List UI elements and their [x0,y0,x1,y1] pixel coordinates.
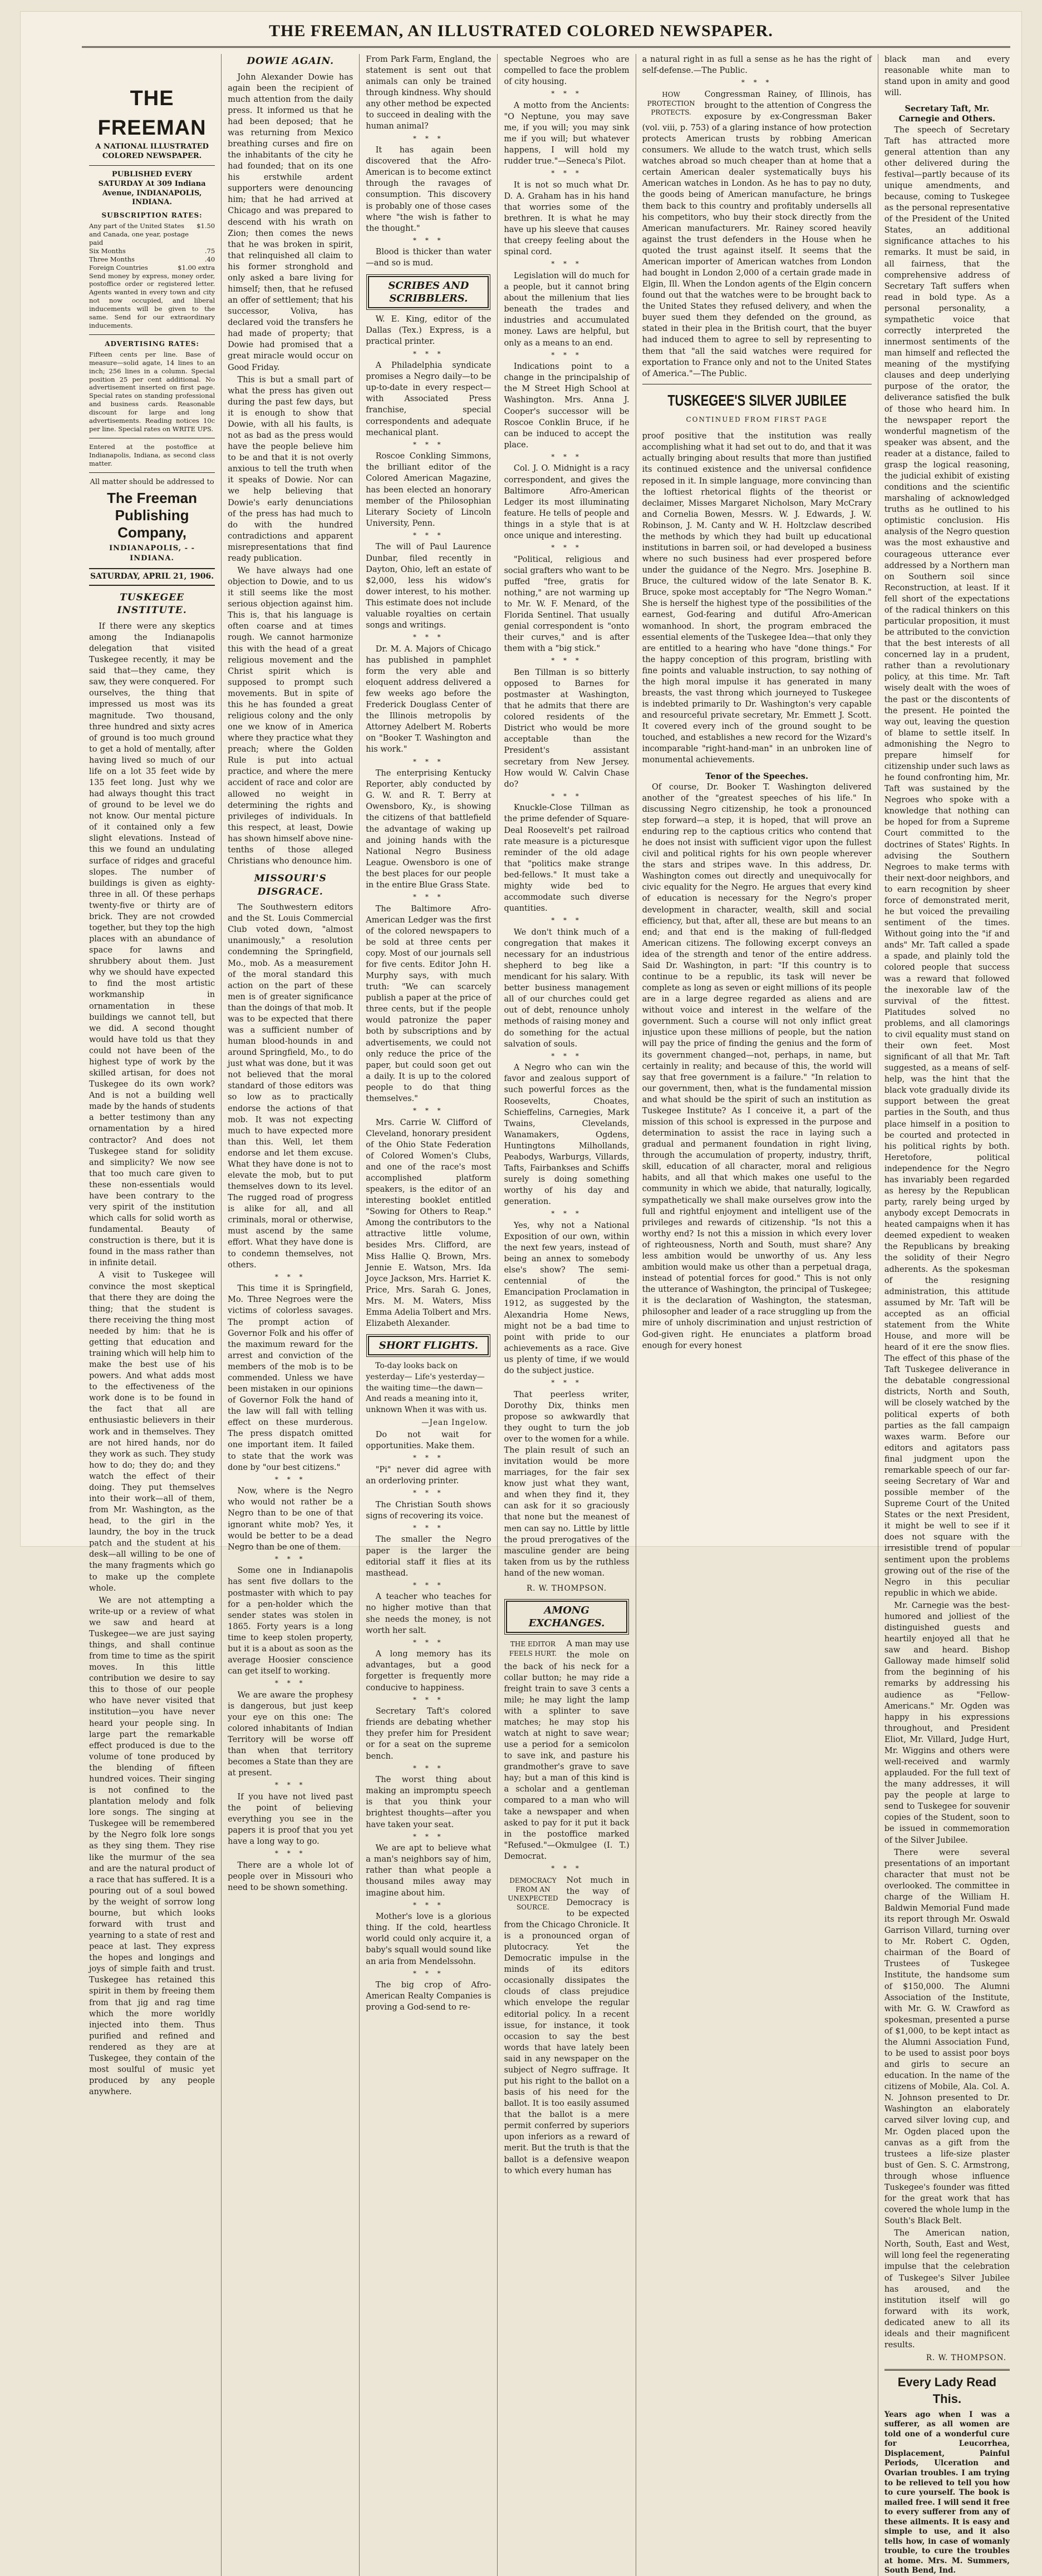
rate-value: .75 [204,246,215,255]
column-4-paragraph: "Political, religious and social grafters who want to be puffed "free, gratis for nothing," are not warming up to Mr. W. F. Menard, of the Florida Sentinel. That usually genial correspondent is "onto their curves," and is after them with a "big stick." [504,555,630,654]
rate-row [89,264,215,272]
democracy-note: DEMOCRACY FROM AN UNEXPECTED SOURCE. [508,1876,558,1912]
column-4-paragraph: We don't think much of a congregation that makes it necessary for an industrious shepherd to beg like a mendicant for his salary. With better business management all of our churches could get out of debt, renounce unholy methods of raising money and do something for the actual salvation of souls. [504,927,630,1049]
column-4-paragraph: It is not so much what Dr. D. A. Graham has in his hand that worries some of the brethren. It is what he may have up his sleeve that causes that creepy feeling about the spinal cord. [504,180,630,257]
editor-note: THE EDITOR FEELS HURT. [509,1640,557,1657]
ad-title: Every Lady Read This. [897,2375,997,2406]
divider-stars: * * * [274,1849,306,1858]
rate-value: $1.00 extra [178,263,215,272]
dowie-paragraph: This is but a small part of what the press has given out during the past few days, but it is enough to show that Dowie, with all his faults, is not as bad as the press would have the people believe him to be and that it is not overly anxious to tell the truth when it speaks of Dowie. Nor can we help believing that Dowie's early denunciations of the press has had much to do with the hundred contradictions and apparent misrepresentations that find ready publication. [228,375,353,563]
missouri-paragraph: The Southwestern editors and the St. Louis Commercial Club voted down, "almost unanimously," a resolution condemning the Springfield, Mo., mob. As a measurement of the moral standard this action on the part of these men is of greater significance than the doings of that mob. It was to be expected that there was a sufficient number of human blood-hounds in and around Springfield, Mo., to do just what was done, but it was not believed that the moral standard of those editors was so low as to practically endorse the actions of that mob. It was not expecting much to have expected more than this. Well, let them endorse and let them excuse. What they have done is not to elevate the mob, but to put themselves down to its level. The rugged road of progress is alike for all, and all criminals, moral or otherwise, must ascend by the same effort. What they have done is to condemn themselves, not others. [228,903,353,1270]
taft-article [884,125,1010,2351]
divider-stars: * * * [274,1679,306,1687]
column-3 [359,54,497,2576]
divider-stars: * * * [413,633,444,641]
missouri-title: MISSOURI'S DISGRACE. [254,873,327,897]
flights-title: SHORT FLIGHTS. [368,1336,489,1355]
column-4-paragraph: A Negro who can win the favor and zealous support of such powerful forces as the Roosevelts, Choates, Schieffelins, Carnegies, Mark Twains, Clevelands, Wanamakers, Ogdens, Huntingtons Milhollands, Peabodys, Warburgs, Villards, Tafts, Fairbankses and Schiffs surely is doing something worthy of his day and generation. [504,1063,630,1207]
poem-author: —Jean Ingelow. [421,1418,488,1428]
column-1 [83,54,221,2576]
address-line: All matter should be addressed to [90,477,214,486]
column-4-paragraph: Col. J. O. Midnight is a racy correspondent, and gives the Baltimore Afro-American Ledger its most illuminating feature. He tells of people and things in a style that is at once unique and interesting. [504,464,630,540]
missouri-article [228,902,353,1893]
missouri-paragraph: We are aware the prophesy is dangerous, but just keep your eye on this one: The colored inhabitants of Indian Territory will be worse off than when that territory becomes a State than they are at present. [228,1690,353,1778]
poem: To-day looks back on yesterday— Life's yesterday—the waiting time—the dawn— And reads a meaning into it, unknown When it was with us. [366,1361,487,1414]
newspaper-page [20,11,1022,2575]
subscription-rates [89,222,215,272]
exchanges-title: AMONG EXCHANGES. [506,1601,627,1634]
ad-body: Years ago when I was a sufferer, as all women are told one of a wonderful cure for Leucorrhea, Displacement, Painful Periods, Ulceration and Ovarian troubles. I am trying to be relieved to tell you how to cure yourself. The book is mailed free. I will send it free to every sufferer from any of these ailments. It is easy and simple to use, and it also tells how, in case of womanly trouble, to cure the troubles at home. Mrs. M. Summers, South Bend, Ind. [884,2410,1010,2575]
divider-stars: * * * [413,1638,444,1646]
rate-row [89,255,215,264]
taft-paragraph: The American nation, North, South, East and West, will long feel the regenerating impulse that the celebration of Tuskegee's Silver Jubilee has aroused, and the institution itself will go forward with its work, dedicated anew to all its ideals and their magnificent results. [884,2229,1010,2350]
tuskegee-paragraph: If there were any skeptics among the Indianapolis delegation that visited Tuskegee recently, it may be said that—they came, they saw, they were conquered. For ourselves, the thing that impressed us most was its magnitude. Two thousand, three hundred and sixty acres of ground is too much ground to get a hold of mentally, after having lived so much of our life on a lot 35 feet wide by 135 feet long. Just why we had always thought this tract of ground to be level we do not know. Our mental picture of it contained only a few slight elevations. Instead of this we found an undulating surface of ridges and graceful slopes. The number of buildings is given as eighty-three in all. Of these perhaps twenty-five or thirty are of brick. They are not crowded together, but they top the high places with an abundance of space for lawns and shrubbery about them. Just why we should have expected to find the most artistic workmanship in ornamentation in these buildings we cannot tell, but we did. A second thought would have told us that they could not have been of the highest type of work by the skilled artisan, for does not Tuskegee do its own work? And is not a building well made by the hands of students a better testimony than any ornamentation by a hired contractor? And does not Tuskegee stand for solidity and simplicity? We now see that too much care given to these non-essentials would have been contrary to the very spirit of the institution which calls for solid worth as fundamental. Beauty of construction is there, but it is found in the mass rather than in infinite detail. [89,621,215,1268]
divider-stars: * * * [551,169,582,177]
column-4-paragraph: That peerless writer, Dorothy Dix, thinks men propose so awkwardly that they ought to turn the job over to the women for a while. The plain result of such an invitation would be more marriages, for the fair sex know just what they want, and when they find it, they can ask for it so graciously that none but the meanest of men can say no. Little by little the proud prerogatives of the masculine gender are being taken from us by the ruthless hand of the new woman. [504,1390,630,1578]
taft-paragraph: There were several presentations of an important character that must not be overlooked. The committee in charge of the William H. Baldwin Memorial Fund made its report through Mr. Oswald Garrison Villard, turning over to Mr. Robert C. Ogden, chairman of the Board of Trustees of Tuskegee Institute, the handsome sum of $150,000. The Alumni Association of the Institute, with Mr. G. W. Crawford as spokesman, presented a purse of $1,000, to be kept intact as the Alumni Association Fund, to be used to assist poor boys and girls to secure an education. In the name of the citizens of Mobile, Ala. Col. A. N. Johnson presented to Dr. Washington an elaborately carved silver loving cup, and Mr. Ogden placed upon the canvas as a gift from the trustees a life-size plaster bust of Gen. S. C. Armstrong, through whose influence Tuskegee's founder was fitted for the great work that has covered the whole lump in the South's Black Belt. [884,1848,1010,2226]
flights-paragraph: Do not wait for opportunities. Make them. [366,1430,491,1451]
divider-stars: * * * [413,349,444,358]
flights-paragraph: The worst thing about making an impromptu speech is that you think your brightest thoughts—after you have taken your seat. [366,1775,491,1829]
editorial-paragraph: It has again been discovered that the Afro-American is to become extinct through the ravages of consumption. This discovery is probably one of those cases where "the wish is father to the thought." [366,146,491,233]
entered-note: Entered at the postoffice at Indianapolis, Indiana, as second class matter. [89,443,215,467]
column-4-paragraph: Legislation will do much for a people, but it cannot bring about the millenium that lies beneath the trades and industries and accumulated money. Laws are helpful, but only as a means to an end. [504,272,630,348]
scribes-paragraph: The enterprising Kentucky Reporter, ably conducted by G. W. and R. T. Berry at Owensboro, Ky., is showing the citizens of that battlefield the advantage of waking up and joining hands with the National Negro Business League. Owensboro is one of the best places for our people in the entire Blue Grass State. [366,769,491,890]
jubilee-title: TUSKEGEE'S SILVER JUBILEE [667,391,847,409]
masthead-rule-4 [89,472,215,473]
divider-stars: * * * [413,1695,444,1704]
divider-stars: * * * [413,892,444,901]
divider-stars: * * * [413,531,444,539]
advertising-heading: ADVERTISING RATES: [105,340,199,348]
masthead-published: PUBLISHED EVERY SATURDAY At 309 Indiana Avenue, INDIANAPOLIS, INDIANA. [98,170,206,207]
subscription-note: Send money by express, money order, postoffice order or registered letter. Agents wanted in every town and city not now occupied, and liberal inducements will be given to the same. Send for our extraordinary inducements. [89,272,215,330]
column-5 [636,54,878,2576]
columns [83,54,1016,2575]
flights-paragraph: A teacher who teaches for no higher motive than that she needs the money, is not worth her salt. [366,1592,491,1635]
column-2 [221,54,359,2576]
divider-stars: * * * [413,1489,444,1497]
scribes-paragraph: A Philadelphia syndicate promises a Negro daily—to be up-to-date in every respect—with Associated Press franchise, special correspondents and adequate mechanical plant. [366,361,491,437]
head-rule [82,46,1010,48]
masthead-rule [89,165,215,166]
divider-stars: * * * [551,1864,582,1872]
divider-stars: * * * [274,1272,306,1281]
column-4-paragraph: A motto from the Ancients: "O Neptune, you may save me, if you will; you may sink me if you will; but whatever happens, I will hold my rudder true."—Seneca's Pilot. [504,101,630,166]
divider-stars: * * * [413,1832,444,1840]
column-4-paragraphs [504,54,629,1579]
divider-stars: * * * [551,1210,582,1218]
column-4-paragraph: Ben Tillman is so bitterly opposed to Barnes for postmaster at Washington, that he admits that there are colored residents of the District who would be more acceptable than the President's assistant secretary from New Jersey. How would W. Calvin Chase do? [504,668,630,789]
column-6 [878,54,1016,2576]
divider-stars: * * * [413,757,444,766]
dowie-article [228,72,353,867]
divider-stars: * * * [413,1454,444,1462]
issue-date: SATURDAY, APRIL 21, 1906. [89,568,215,585]
divider-stars: * * * [551,916,582,925]
divider-stars: * * * [551,1378,582,1386]
col4-signature: R. W. THOMPSON. [526,1583,607,1593]
editorial-paragraph: Blood is thicker than water—and so is mud. [366,248,491,268]
col6-lead: black man and every reasonable white man to stand upon in amity and good will. [884,55,1010,98]
divider-stars: * * * [274,1781,306,1789]
scribes-paragraph: The will of Paul Laurence Dunbar, filed recently in Dayton, Ohio, left an estate of $2,000, less his widow's dower interest, to his mother. This estimate does not include valuable royalties on certain songs and writings. [366,542,491,630]
rate-row [89,247,215,255]
divider-stars: * * * [551,90,582,98]
scribes-article [366,314,491,1329]
tuskegee-title: TUSKEGEE INSTITUTE. [117,591,187,616]
exchange-2-text: Not much in the way of Democracy is to be expected from the Chicago Chronicle. It is a pronounced organ of plutocracy. Yet the Democratic impulse in the minds of its editors occasionally dissipates the clouds of class prejudice which envelope the regular editorial policy. In a recent issue, for instance, it took occasion to say the best words that have lately been said in any newspaper on the subject of Negro suffrage. It put his right to the ballot on a basis of his need for the ballot. It is too easily assumed that the ballot is a mere permit conferred by superiors upon inferiors as a reward of merit. But the truth is that the ballot is a defensive weapon to which every human has [504,1876,630,2175]
scribes-title: SCRIBES AND SCRIBBLERS. [368,276,489,309]
divider-stars: * * * [413,440,444,448]
col5-lead: a natural right in as full a sense as he has the right of self-defense.—The Public. [642,55,872,76]
exchange-1 [504,1639,629,1862]
divider-stars: * * * [551,452,582,461]
protection-note: HOW PROTECTION PROTECTS. [647,90,695,117]
divider-stars: * * * [551,351,582,359]
scribes-paragraph: The Baltimore Afro-American Ledger was the first of the colored newspapers to be sold at three cents per copy. Most of our journals sell for five cents. Editor John H. Murphy says, with much truth: "We can scarcely publish a paper at the price of three cents, but if the people would patronize the paper both by subscriptions and by advertisements, we could not only reduce the price of the paper, but could soon get out a daily. It is up to the colored people to do that thing themselves." [366,904,491,1103]
subscription-heading: SUBSCRIPTION RATES: [101,211,203,220]
flights-paragraph: Mother's love is a glorious thing. If the cold, heartless world could only acquire it, a baby's squall would sound like an aria from Mendelssohn. [366,1912,491,1966]
dowie-paragraph: John Alexander Dowie has again been the recipient of much attention from the daily press. It informed us that he had been deposed; that he was returning from Mexico breathing curses and fire on the inhabitants of the city he had founded; that on its one his erstwhile ardent supporters were denouncing him; that he had arrived at Chicago and was prepared to descend with his wrath on Zion; then comes the news that he was broken in spirit, that relinquished all claim to his former stronghold and only asked a bare living for himself; then, that he refused an offer of settlement; that his successor, Voliva, has declared void the transfers he had made of property; that Dowie had promised that a great miracle would occur on Good Friday. [228,72,353,372]
editorial-paragraphs [366,54,491,269]
divider-stars: * * * [413,134,444,142]
column-4-paragraph: Indications point to a change in the principalship of the M Street High School at Washington. Mrs. Anna J. Cooper's successor will be Roscoe Conklin Bruce, if he can be induced to accept the place. [504,362,630,450]
advertisement [884,2369,1010,2576]
divider-stars: * * * [274,1555,306,1563]
dowie-title: DOWIE AGAIN. [247,56,335,67]
divider-stars: * * * [413,1581,444,1589]
column-4-paragraph: Knuckle-Close Tillman as the prime defender of Square-Deal Roosevelt's pet railroad rate measure is a picturesque reminder of the old adage that "politics make strange bed-fellows." It must take a mighty wide bed to accommodate such diverse quantities. [504,803,630,914]
rate-label: Three Months [89,255,135,263]
missouri-paragraph: Some one in Indianapolis has sent five dollars to the postmaster with which to pay for a pen-holder which the sender states was stolen in 1865. Forty years is a long time to keep stolen property, but it is a about as soon as the average Hoosier conscience can get itself to working. [228,1566,353,1676]
flights-paragraph: We are apt to believe what a man's neighbors say of him, rather than what people a thousand miles away may imagine about him. [366,1844,491,1898]
exchange-1-text: A man may use the mole on the back of his neck for a collar button; he may ride a freight train to save 3 cents a mile; he may light the lamp with a splinter to save matches; he may stop his watch at night to save wear; use a period for a semicolon to save ink, and pasture his grandmother's grave to save hay; but a man of this kind is a scholar and a gentleman compared to a man who will take a newspaper and when asked to pay for it put it back in the postoffice marked "Refused."—Okmulgee (I. T.) Democrat. [504,1640,630,1861]
divider-stars: * * * [413,236,444,244]
column-4-paragraph: spectable Negroes who are compelled to face the problem of city housing. [504,55,630,87]
rate-value: .40 [204,255,215,263]
divider-stars: * * * [413,1901,444,1909]
scribes-paragraph: Dr. M. A. Majors of Chicago has published in pamphlet form the very able and eloquent address delivered a few weeks ago before the Frederick Douglass Center of the Illinois metropolis by Attorney Adelbert M. Roberts on "Booker T. Washington and his work." [366,644,491,754]
masthead-subtitle: A NATIONAL ILLUSTRATED COLORED NEWSPAPER. [95,142,209,160]
flights-paragraph: Secretary Taft's colored friends are debating whether they prefer him for President or for a seat on the supreme bench. [366,1707,491,1761]
col5-protection-text: Congressman Rainey, of Illinois, has brought to the attention of Congress the exposure by ex-Congressman Baker (vol. viii, p. 753) of a glaring instance of how protection protects American trusts by robbing American consumers. We allude to the watch trust, which sells watches abroad so much cheaper than at home that a certain American dealer systematically buys his American watches in London. As he has to pay no duty, the goods being of American manufacture, he brings them back to this country and profitably undersells all his competitors, who buy their stock directly from the American manufacturers. Mr. Rainey scored heavily against the trust defenders in the House when he quoted the trust against itself. It seems that the American importer of American watches from London had bought in London 2,000 of a certain grade made in Elgin, Ill. When the London agents of the Elgin concern found out that the watches were to be brought back to the United States they refused delivery, and when the buyer sued them they defended on the ground, as stated in their plea in the British court, that the buyer had induced them to agree to sell by representing to them that "all the said watches were required for exportation to France only and not to the United States of America."—The Public. [642,90,872,378]
rate-row [89,222,215,247]
scribes-paragraph: Mrs. Carrie W. Clifford of Cleveland, honorary president of the Ohio State Federation of Colored Women's Clubs, and one of the race's most accomplished platform speakers, is the editor of an interesting booklet entitled "Sowing for Others to Reap." Among the contributors to the attractive little volume, besides Mrs. Clifford, are Miss Hallie Q. Brown, Mrs. Jennie E. Watson, Mrs. Ida Joyce Jackson, Mrs. Harriet K. Price, Mrs. Sarah G. Jones, Mrs. M. M. Waters, Miss Emma Adelia Tolbert and Mrs. Elizabeth Alexander. [366,1118,491,1328]
running-head: THE FREEMAN, AN ILLUSTRATED COLORED NEWSPAPER. [269,22,773,40]
divider-stars: * * * [551,544,582,552]
divider-stars: * * * [413,1106,444,1114]
divider-stars: * * * [551,260,582,268]
flights-article [366,1429,491,2013]
divider-stars: * * * [551,792,582,800]
col5-protection [642,89,872,379]
taft-title: Secretary Taft, Mr. Carnegie and Others. [898,104,996,124]
masthead-rule-2 [89,334,215,335]
missouri-paragraph: There are a whole lot of people over in Missouri who need to be shown something. [228,1861,353,1893]
column-4 [497,54,635,2576]
continued-note: CONTINUED FROM FIRST PAGE [686,415,828,423]
divider-stars: * * * [551,657,582,665]
jubilee-text-2: Of course, Dr. Booker T. Washington delivered another of the "greatest speeches of his life." In discussing Negro citizenship, he took a pronounced step forward—a step, it is hoped, that will prove an enduring rep to the captious critics who contend that he does not insist with sufficient vigor upon the fullest civil and political rights for his own people wherever the stars and stripes wave. In this address, Dr. Washington comes out directly and unequivocally for civic equality for the Negro. He argues that every kind of education is necessary for the Negro's proper development in character, wealth, skill and social efficiency, but that, after all, these are but means to an end; and that end is the making of full-fledged American citizens. The following excerpt conveys an idea of the strength and tenor of the entire address. Said Dr. Washington, in part: "If this country is to continue to be a republic, its task will never be complete as long as seven or eight millions of its people are in a large degree regarded as aliens and are without voice and interest in the welfare of the government. Such a course will not only inflict great injustice upon these millions of people, but the nation will pay the price of finding the genius and the form of its government changed—not, perhaps, in name, but certainly in reality; and because of this, the world will say that free government is a failure." "In relation to our government, then, what is the fundamental mission and what should be the spirit of such an institution as Tuskegee Institute? As I conceive it, a part of the mission of this school is expressed in the purpose and determination to assist the race in laying such a gradual and permanent foundation in right living, through the accumulation of property, industry, thrift, skill, education of all character, moral and religious habits, and all that which makes one useful to the community in which we abide, that naturally, logically, sympathetically we shall make ourselves grow into the full and rightful enjoyment and intelligent use of the privileges and rewards of citizenship. "Is not this a worthy end? Is not this a mission in which every lover of righteousness, North and South, must share? Any less ambition would be unworthy of us. Any less ambition would make us other than a perpetual draga, instead of potential forces for good." This is not only the utterance of Washington, the principal of Tuskegee; it is the declaration of Washington, the statesman, philosopher and leader of a race struggling up from the mire of unholy discrimination and unjust restriction of God-given right. He enunciates a platform broad enough for every honest [642,782,872,1350]
tuskegee-paragraph: We are not attempting a write-up or a review of what we saw and heard at Tuskegee—we are just saying things, and shall continue from time to time as the spirit moves. In this little contribution we desire to say this to those of our people who have never visited that institution—you have never heard your people sing. In large part the remarkable effect produced is due to the volume of tone produced by the blending of fifteen hundred voices. Their singing is not confined to the plantation melody and folk lore songs. The singing at Tuskegee will be remembered by the Negro folk lore songs as they sing them. They rise like the murmur of the sea and are the natural product of a race that has suffered. It is a pouring out of a soul bowed by the weight of sorrow long bourne, but which looks forward with trust and yearning to a state of rest and peace at last. They express the hopes and longings and joys of simple faith and trust. Tuskegee has retained this spirit in them by freeing them from that jig and rag time which the more worldly injected into them. Thus purified and refined and rendered as they are at Tuskegee, they contain of the most soulful of music yet produced by any people anywhere. [89,1596,215,2097]
advertising-note: Fifteen cents per line. Base of measure—solid agate, 14 lines to an inch; 256 lines in a column. Special position 25 per cent additional. No advertisement inserted on first page. Special rates on standing professional and business cards. Reasonable discount for large and long advertisements. Reading notices 10c per line. Special rates on WRITE UPS. [89,350,215,433]
rate-label: Any part of the United States and Canada, one year, postage paid [89,221,189,246]
tuskegee-paragraph: A visit to Tuskegee will convince the most skeptical that there they are doing the thing; that the student is there receiving the thing most needed by him: that he is getting that education and training which will help him to make the best use of his powers. And what adds most to the effectiveness of the work done is to be found in the fact that all are enthusiastic believers in their work and in themselves. They are not hired hands, nor do they work as such. They study how to do; they do; and they watch the effect of their doing. They put themselves into their work—all of them, from Mr. Washington, as the head, to the girl in the laundry, the boy in the truck patch and the student at his desk—all willing to be one of the many fragments which go to make up the complete whole. [89,1271,215,1593]
divider-stars: * * * [413,1523,444,1532]
jubilee-text-1: proof positive that the institution was really accomplishing what it had set out to do, and that it was actually bringing about results that more than justified its continued existence and the universal confidence reposed in it. In simple language, more convincing than the loftiest rhetorical flights of the theorist or declaimer, Misses Margaret Nicholson, Mary McCrary and Cornelia Bowen, Messrs. W. J. Edwards, J. W. Robinson, J. M. Canty and W. H. Holtzclaw described the methods by which they had built up educational institutions in barren soil, or had developed a business where no such business had ever prospered before under the guidance of the Negro. Mrs. Josephine B. Bruce, the cultured widow of the late Senator B. K. Bruce, spoke most acceptably for "The Negro Woman." She is herself the highest type of the possibilities of the earnest, God-fearing and dutiful Afro-American womanhood. In short, the program embraced the essential elements of the Tuskegee Idea—that only they are entitled to a hearing who have "done things." For the happy conception of this program, bristling with fine points and valuable instruction, to say nothing of the high moral impulse it has generated in many breasts, the vast throng which journeyed to Tuskegee is indebted primarily to Dr. Washington's very capable and resourceful private secretary, Mr. Emmett J. Scott. It covered every inch of the ground sought to be touched, and establishes a new record for the Wizard's incomparable "right-hand-man" in an unbroken line of monumental achievements. [642,432,872,765]
publisher-city: INDIANAPOLIS, - - INDIANA. [109,544,195,563]
divider-stars: * * * [274,1475,306,1483]
col6-signature: R. W. THOMPSON. [926,2353,1006,2363]
rate-label: Six Months [89,246,126,255]
publisher-name: The Freeman Publishing Company, [107,489,197,541]
divider-stars: * * * [413,1969,444,1977]
tenor-title: Tenor of the Speeches. [705,771,809,781]
flights-paragraph: A long memory has its advantages, but a good forgetter is frequently more conducive to happiness. [366,1650,491,1692]
editorial-paragraph: From Park Farm, England, the statement is sent out that animals can only be trained through kindness. Why should any other method be expected to succeed in dealing with the human animal? [366,55,491,131]
divider-stars: * * * [551,1052,582,1060]
flights-paragraph: The big crop of Afro-American Realty Companies is proving a God-send to re- [366,1981,491,2012]
scribes-paragraph: Roscoe Conkling Simmons, the brilliant editor of the Colored American Magazine, has been elected an honorary member of the Philosophian Literary Society of Lincoln University, Penn. [366,452,491,528]
missouri-paragraph: If you have not lived past the point of believing everything you see in the papers it is proof that you yet have a long way to go. [228,1792,353,1847]
flights-paragraph: "Pi" never did agree with an orderloving printer. [366,1465,491,1486]
divider-stars: * * * [413,1764,444,1772]
exchange-2 [504,1875,629,2177]
rate-label: Foreign Countries [89,263,148,272]
column-4-paragraph: Yes, why not a National Exposition of our own, within the next few years, instead of being an annex to somebody else's show? The semi-centennial of the Emancipation Proclamation in 1912, as suggested by the Alexandria Home News, might not be a bad time to point with pride to our achievements as a race. Give us plenty of time, if we would do the subject justice. [504,1221,630,1375]
rate-value: $1.50 [196,221,215,230]
missouri-paragraph: This time it is Springfield, Mo. Three Negroes were the victims of colorless savages. The prompt action of Governor Folk and his offer of the maximum reward for the arrest and conviction of the members of the mob is to be commended. Unless we have been mistaken in our opinions of Governor Folk the hand of the law will fall with telling effect on these murderous. The press dispatch omitted one important item. It failed to state that the work was done by "our best citizens." [228,1284,353,1472]
scribes-paragraph: W. E. King, editor of the Dallas (Tex.) Express, is a practical printer. [366,315,491,347]
divider-stars: * * * [741,78,773,87]
flights-paragraph: The Christian South shows signs of recovering its voice. [366,1500,491,1521]
masthead-title: THE FREEMAN [97,87,207,140]
missouri-paragraph: Now, where is the Negro who would not rather be a Negro than to be one of that ignorant white mob? Yes, it would be better to be a dead Negro than be one of them. [228,1487,353,1552]
taft-paragraph: The speech of Secretary Taft has attracted more general attention than any other delivered during the festival—partly because of its unique amendments, and because, coming to Tuskegee as the personal representative of the President of the United States, an additional significance attaches to his remarks. It must be said, in all fairness, that the comprehensive address of Secretary Taft suffers when read in bold type. As a personal personality, a sympathetic voice that correctly interpreted the innermost sentiments of the man himself and reflected the meaning of the mystifying clauses and deep underlying purpose of the orator, the deliverance satisfied the bulk of those who heard him. In the newspaper report the wonderful magnetism of the speaker was absent, and the reader at a distance, failed to grasp the logical reasoning, the judicial exhibit of existing conditions and the scientific marshaling of acknowledged truths as he outlined to his optimistic conclusion. His analysis of the Negro question was the most exhaustive and courageous utterance ever addressed by a Northern man on Southern soil since Reconstruction, at least. If it fell short of the expectations of the radical thinkers on this particular proposition, it must be attributed to the conviction that the best interests of all concerned lay in a prudent, rather than a revolutionary policy, at this time. Mr. Taft wisely dealt with the woes of the past or the discontents of the present. He pointed the way out, leaving the question of blame to settle itself. In admonishing the Negro to prepare himself for citizenship under such laws as he found confronting him, Mr. Taft was sustained by the Negroes who spoke with a knowledge that nothing can be hoped for from a Supreme Court committed to the doctrines of States' Rights. In advising the Southern Negroes to make terms with their next-door neighbors, and to earn recognition by sheer force of demonstrated merit, he but voiced the prevailing sentiment of the times. Without going into the "if and ands" Mr. Taft called a spade a spade, and plainly told the colored people that success was a reward that followed the inexorable law of the survival of the fittest. Platitudes solved no problems, and all clamorings to civil equality must stand on their own feet. Most significant of all that Mr. Taft suggested, as a means of self-help, was the hint that the black vote gradually divide its support between the great parties in the South, and thus place himself in a position to be courted and protected in his political rights by both. Heretofore, political independence for the Negro has invariably been regarded as heresy by the Republican party, rarely being urged by anybody except Democrats in heated campaigns when it has deemed expedient to weaken the Republicans by breaking the solidity of their Negro adherents. As the spokesman of the resigning administration, this attitude assumed by Mr. Taft will be accepted as an official statement from the White House, and more will be heard of it ere the snow flies. The effect of this phase of the Taft Tuskegee deliverance in the debatable congressional districts, North and South, will be closely watched by the political experts of both parties as the fall campaign waxes warm. Before our editors and agitators pass final judgment upon the remarkable speech of our far-seeing Secretary of War and possible member of the Supreme Court of the United States or the next President, it might be well to see if it does not square with the irresistible trend of popular sentiment upon the problems growing out of the rise of the Negro in this peculiar republic in which we abide. [884,125,1010,1598]
tuskegee-article [89,621,215,2098]
dowie-paragraph: We have always had one objection to Dowie, and to us it still seems like the most serious objection against him. This is, that his language is often coarse and at times rough. We cannot harmonize this with the head of a great religious movement and the Christ spirit which is supposed to prompt such movements. But in spite of this he has founded a great religious colony and the only one we know of in America where they practice what they preach; where the Golden Rule is put into actual practice, and where the mere accident of race and color are allowed no weight in determining the rights and privileges of individuals. In this respect, at least, Dowie has shown himself above nine-tenths of those alleged Christians who denounce him. [228,566,353,866]
flights-paragraph: The smaller the Negro paper is the larger the editorial staff it flies at its masthead. [366,1535,491,1578]
taft-paragraph: Mr. Carnegie was the best-humored and jolliest of the distinguished guests and heartily enjoyed all that he saw and heard. Bishop Galloway made himself solid from the beginning of his remarks by addressing his audience as "Fellow-Americans." Mr. Ogden was happy in his expressions throughout, and President Eliot, Mr. Villard, Judge Hurt, Mr. Wiggins and others were well-received and warmly applauded. For the full text of the many addresses, it will pay the people at large to send to Tuskegee for souvenir copies of the Student, soon to be issued in commemoration of the Silver Jubilee. [884,1601,1010,1845]
